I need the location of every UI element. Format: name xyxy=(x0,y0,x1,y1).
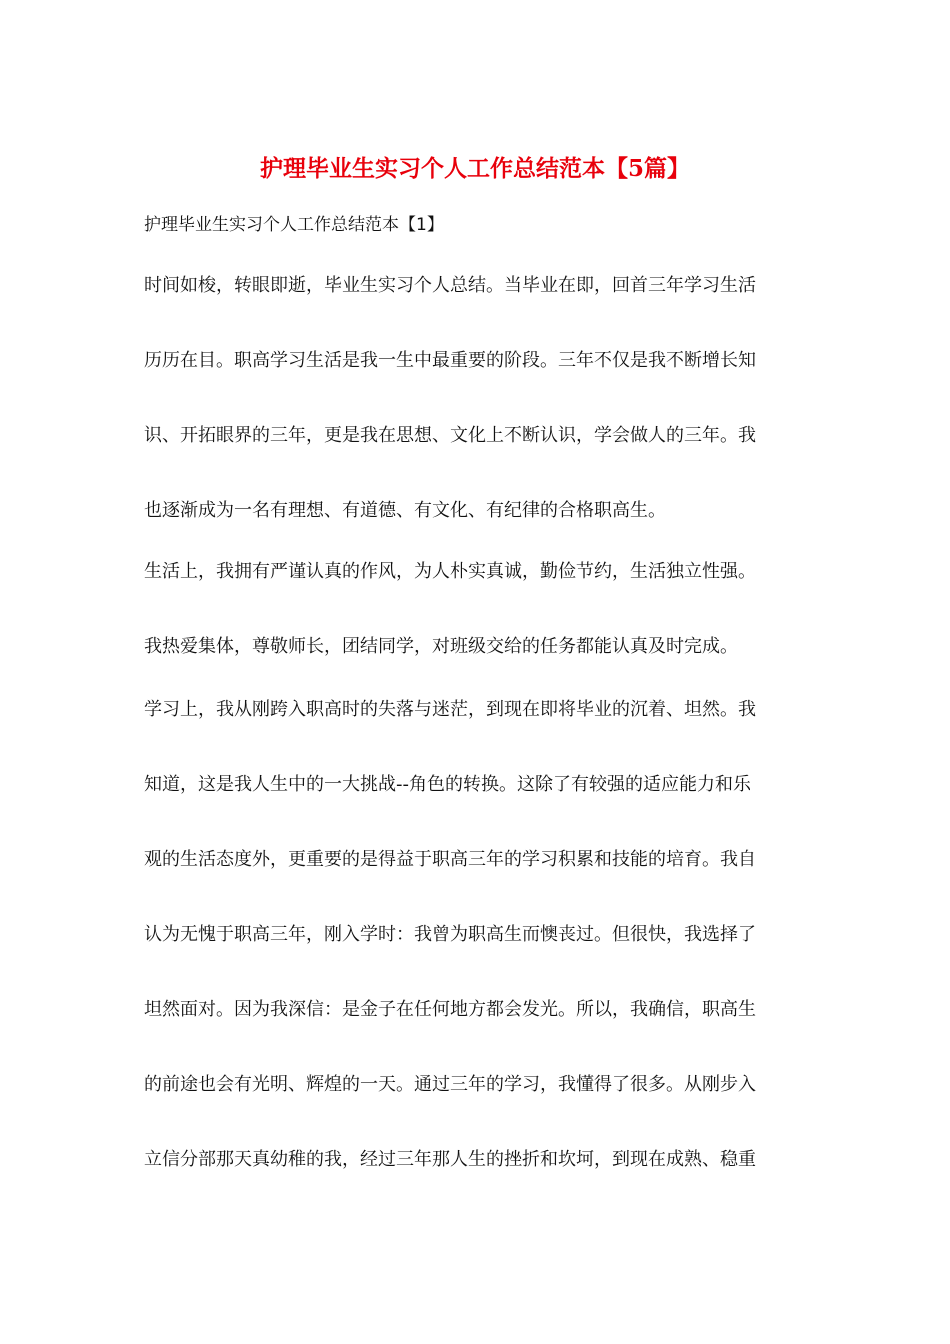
body-line-5: 生活上，我拥有严谨认真的作风，为人朴实真诚，勤俭节约，生活独立性强。 xyxy=(144,561,756,582)
body-line-8: 知道，这是我人生中的一大挑战--角色的转换。这除了有较强的适应能力和乐 xyxy=(144,774,751,795)
body-line-2: 历历在目。职高学习生活是我一生中最重要的阶段。三年不仅是我不断增长知 xyxy=(144,350,756,371)
section-heading: 护理毕业生实习个人工作总结范本【1】 xyxy=(144,215,444,235)
document-title: 护理毕业生实习个人工作总结范本【5篇】 xyxy=(259,155,690,182)
body-line-13: 立信分部那天真幼稚的我，经过三年那人生的挫折和坎坷，到现在成熟、稳重 xyxy=(144,1149,756,1170)
body-line-11: 坦然面对。因为我深信：是金子在任何地方都会发光。所以，我确信，职高生 xyxy=(144,999,756,1020)
body-line-10: 认为无愧于职高三年，刚入学时：我曾为职高生而懊丧过。但很快，我选择了 xyxy=(144,924,756,945)
body-line-9: 观的生活态度外，更重要的是得益于职高三年的学习积累和技能的培育。我自 xyxy=(144,849,756,870)
body-line-4: 也逐渐成为一名有理想、有道德、有文化、有纪律的合格职高生。 xyxy=(144,500,666,521)
body-line-12: 的前途也会有光明、辉煌的一天。通过三年的学习，我懂得了很多。从刚步入 xyxy=(144,1074,756,1095)
body-line-7: 学习上，我从刚跨入职高时的失落与迷茫，到现在即将毕业的沉着、坦然。我 xyxy=(144,699,756,720)
body-line-3: 识、开拓眼界的三年，更是我在思想、文化上不断认识，学会做人的三年。我 xyxy=(144,425,756,446)
body-line-6: 我热爱集体，尊敬师长，团结同学，对班级交给的任务都能认真及时完成。 xyxy=(144,636,738,657)
body-line-1: 时间如梭，转眼即逝，毕业生实习个人总结。当毕业在即，回首三年学习生活 xyxy=(144,275,756,296)
